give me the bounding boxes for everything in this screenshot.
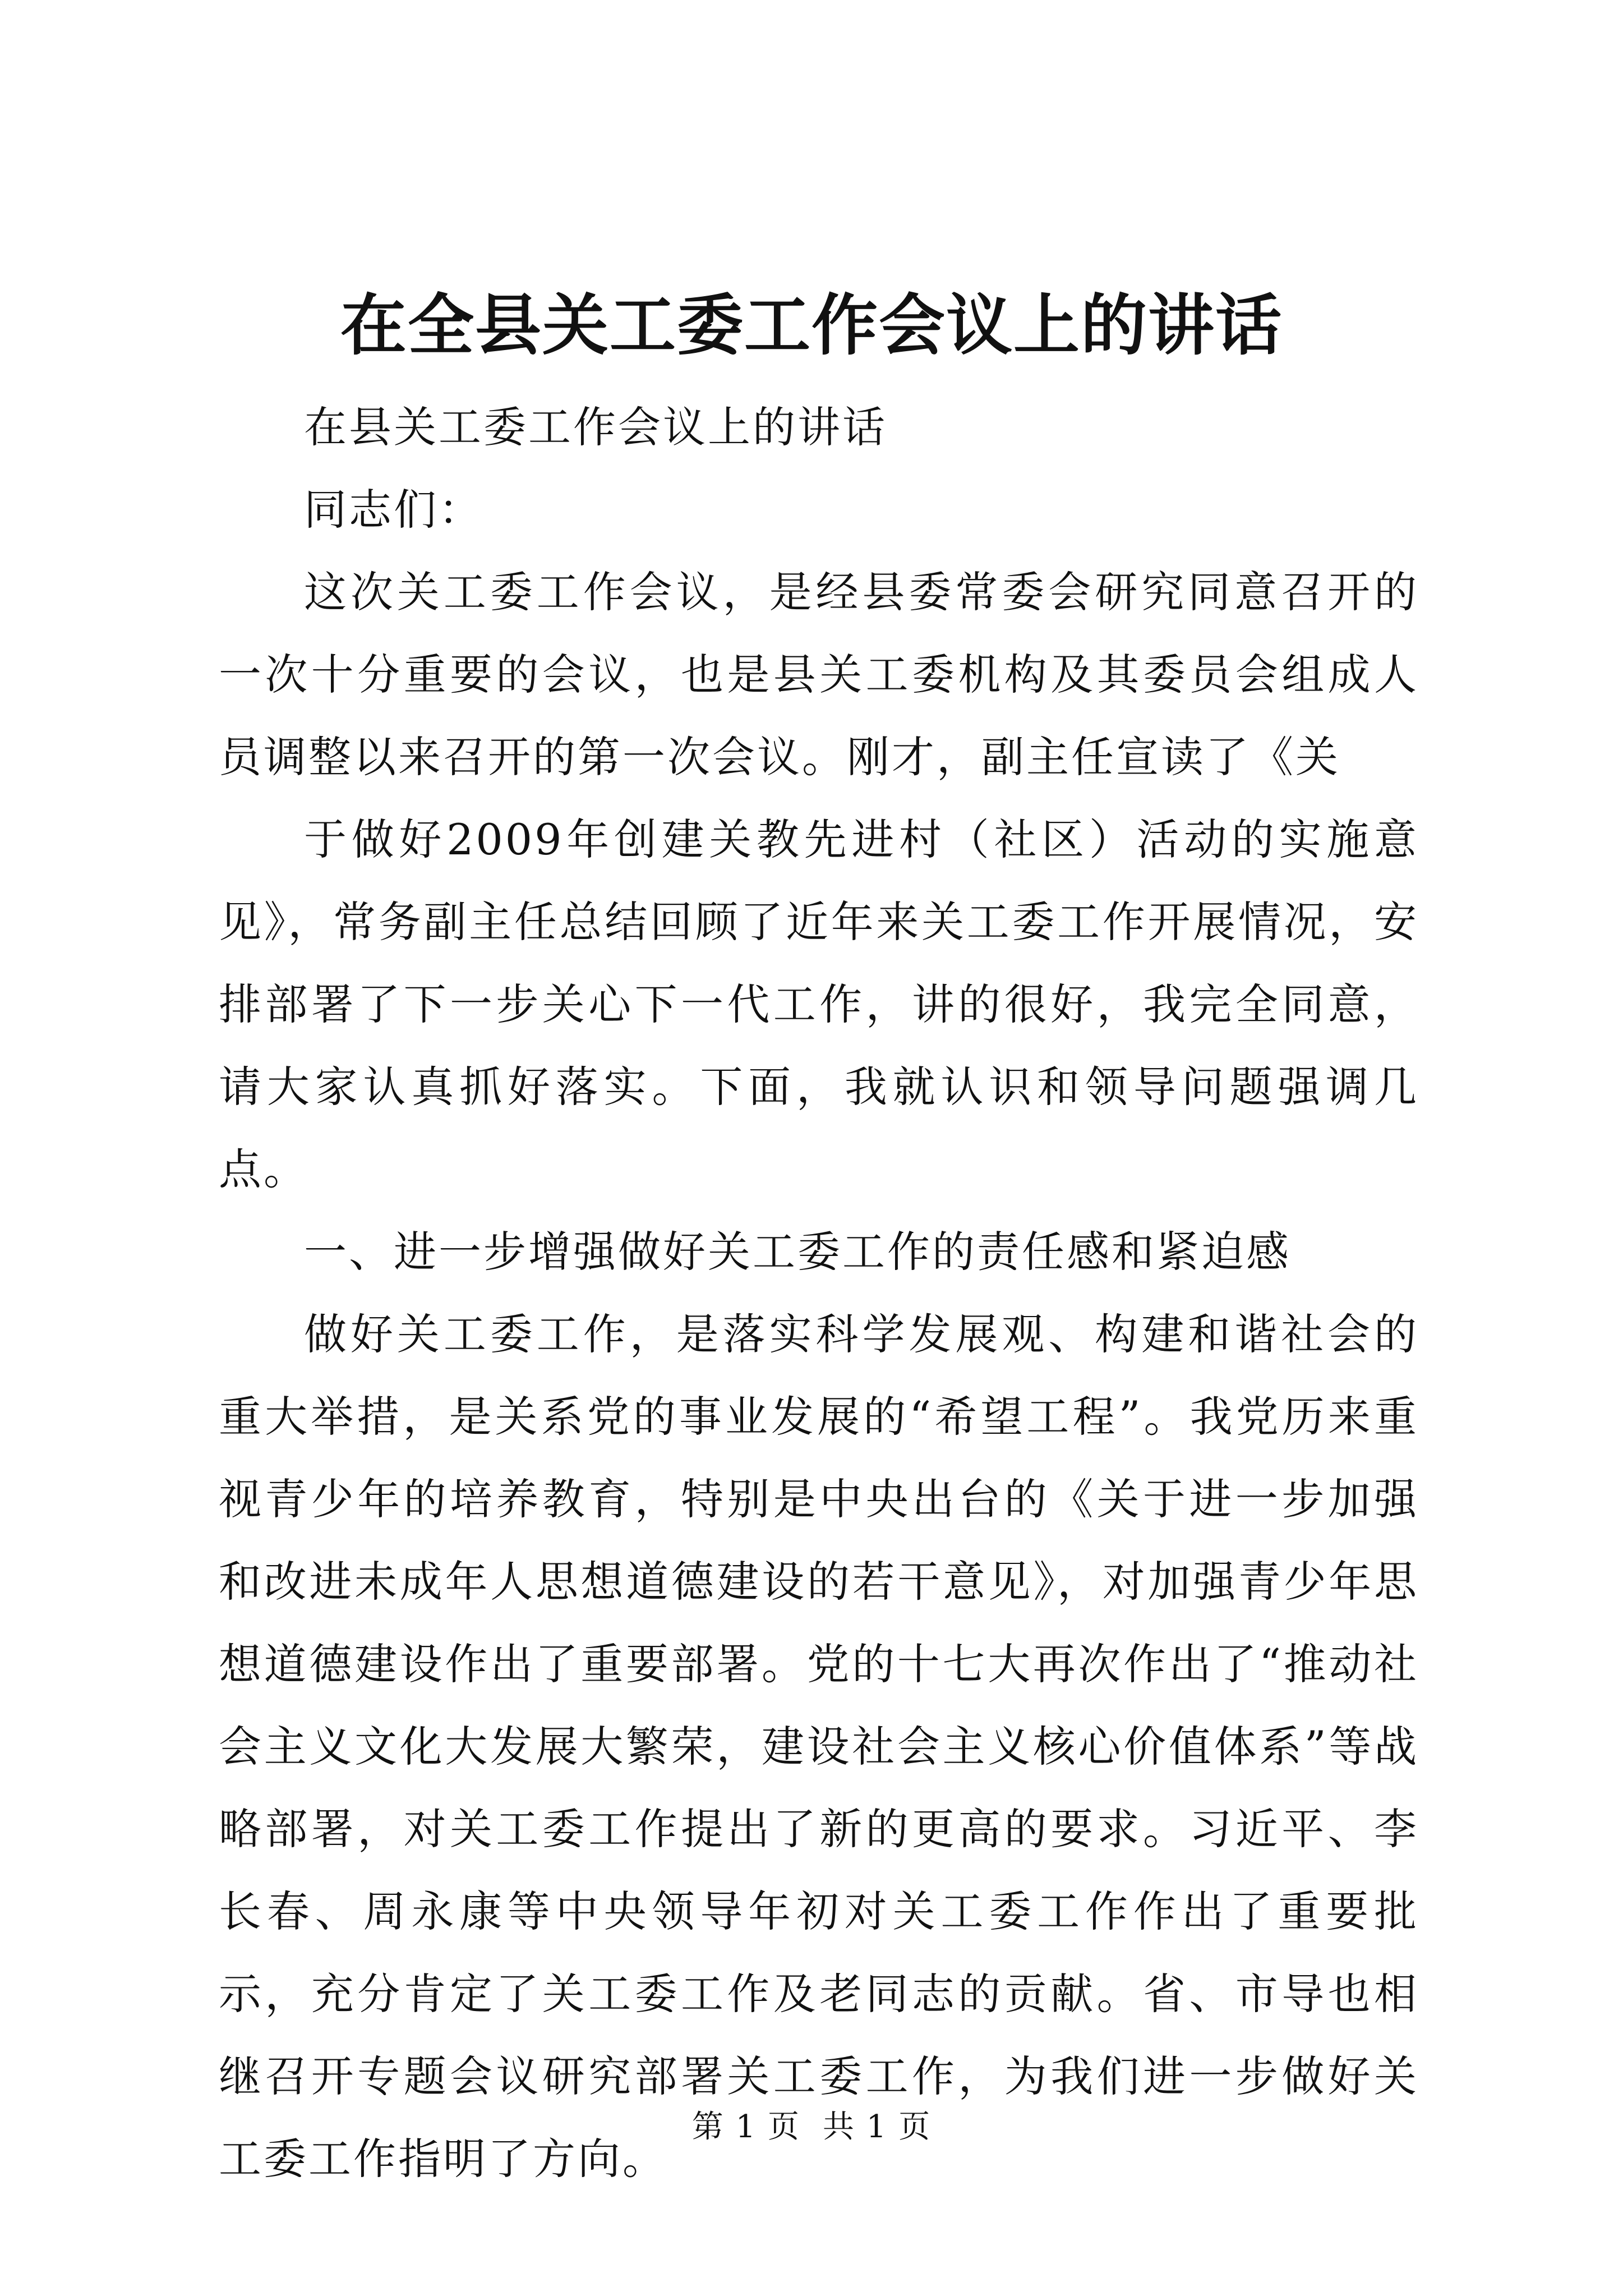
document-body — [219, 386, 1419, 2200]
paragraph-salutation: 同志们： — [304, 485, 483, 535]
paragraph-subtitle: 在县关工委工作会议上的讲话 — [304, 402, 887, 452]
page-footer — [0, 2105, 1623, 2150]
paragraph-opening: 这次关工委工作会议，是经县委常委会研究同意召开的一次十分重要的会议，也是县关工委机构及其委员会组成人员调整以来召开的第一次会议。刚才，副主任宣读了《关 — [219, 567, 1419, 782]
section-heading-1: 一、进一步增强做好关工委工作的责任感和紧迫感 — [304, 1227, 1291, 1277]
page-total: 共 1 页 — [823, 2109, 932, 2145]
page-number: 第 1 页 — [691, 2109, 800, 2145]
document-title: 在全县关工委工作会议上的讲话 — [340, 286, 1283, 364]
paragraph-continuation: 于做好2009年创建关教先进村（社区）活动的实施意见》，常务副主任总结回顾了近年来关工委工作开展情况，安排部署了下一步关心下一代工作，讲的很好，我完全同意，请大家认真抓好落实。下面，我就认识和领导问题强调几点。 — [219, 815, 1419, 1194]
paragraph-section-1-body: 做好关工委工作，是落实科学发展观、构建和谐社会的重大举措，是关系党的事业发展的“希望工程”。我党历来重视青少年的培养教育，特别是中央出台的《关于进一步加强和改进未成年人思想道德建设的若干意见》，对加强青少年思想道德建设作出了重要部署。党的十七大再次作出了“推动社会主义文化大发展大繁荣，建设社会主义核心价值体系”等战略部署，对关工委工作提出了新的更高的要求。习近平、李长春、周永康等中央领导年初对关工委工作作出了重要批示，充分肯定了关工委工作及老同志的贡献。省、市导也相继召开专题会议研究部署关工委工作，为我们进一步做好关工委工作指明了方向。 — [219, 1309, 1419, 2184]
